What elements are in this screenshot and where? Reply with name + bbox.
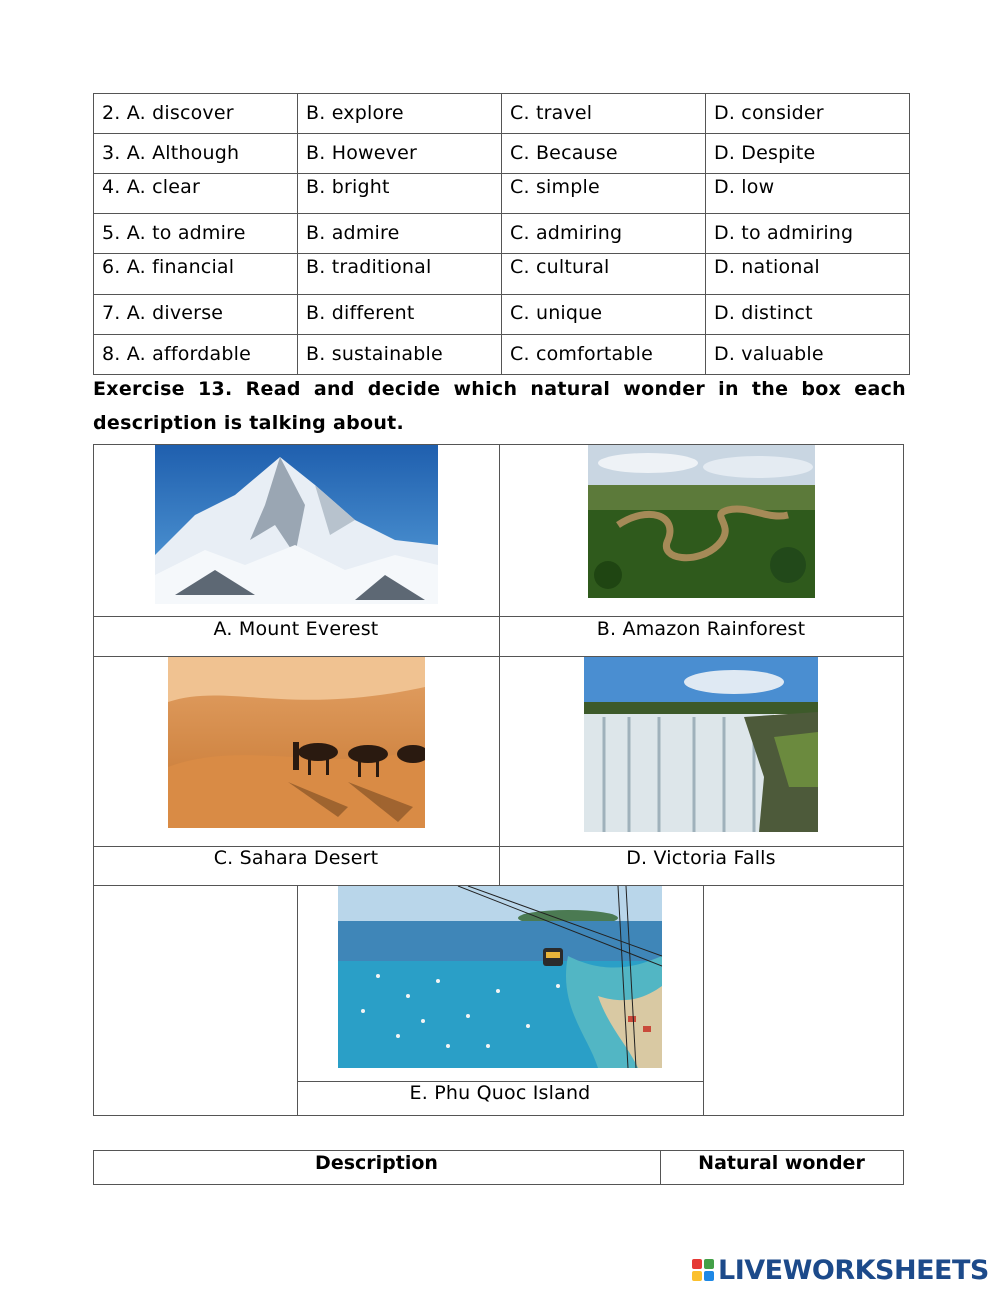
option-cell: C. unique xyxy=(510,302,603,324)
option-cell: C. admiring xyxy=(510,222,623,244)
logo-block xyxy=(692,1271,702,1281)
option-cell: B. different xyxy=(306,302,415,324)
option-cell: C. Because xyxy=(510,142,618,164)
caption-amazon-rainforest: B. Amazon Rainforest xyxy=(596,618,806,640)
caption-victoria-falls: D. Victoria Falls xyxy=(626,847,776,869)
option-cell: D. distinct xyxy=(714,302,813,324)
logo-blocks-icon xyxy=(692,1259,714,1281)
header-natural-wonder: Natural wonder xyxy=(698,1152,865,1174)
desert-photo xyxy=(168,657,425,828)
header-description: Description xyxy=(315,1152,438,1174)
island-photo xyxy=(338,886,662,1068)
logo-block xyxy=(704,1271,714,1281)
option-cell: C. comfortable xyxy=(510,343,653,365)
logo-text: LIVEWORKSHEETS xyxy=(718,1254,989,1286)
caption-mount-everest: A. Mount Everest xyxy=(213,618,379,640)
option-cell: B. explore xyxy=(306,102,404,124)
option-cell: D. valuable xyxy=(714,343,824,365)
option-cell: B. admire xyxy=(306,222,400,244)
option-cell: B. However xyxy=(306,142,417,164)
option-cell: B. bright xyxy=(306,176,390,198)
option-cell: 7. A. diverse xyxy=(102,302,224,324)
option-cell: B. sustainable xyxy=(306,343,443,365)
mountain-photo xyxy=(155,445,438,604)
exercise-title: Exercise 13. Read and decide which natural wonder in the box each description is talking about. xyxy=(93,378,906,434)
option-cell: 4. A. clear xyxy=(102,176,200,198)
option-cell: C. simple xyxy=(510,176,600,198)
option-cell: 6. A. financial xyxy=(102,256,235,278)
option-cell: C. cultural xyxy=(510,256,610,278)
option-cell: 5. A. to admire xyxy=(102,222,246,244)
option-cell: 3. A. Although xyxy=(102,142,240,164)
option-cell: B. traditional xyxy=(306,256,432,278)
option-cell: C. travel xyxy=(510,102,593,124)
logo-block xyxy=(704,1259,714,1269)
option-cell: 8. A. affordable xyxy=(102,343,251,365)
option-cell: D. Despite xyxy=(714,142,816,164)
option-cell: D. consider xyxy=(714,102,824,124)
liveworksheets-logo xyxy=(692,1254,989,1286)
option-cell: D. national xyxy=(714,256,820,278)
rainforest-photo xyxy=(588,445,815,598)
option-cell: D. low xyxy=(714,176,775,198)
option-cell: D. to admiring xyxy=(714,222,854,244)
logo-block xyxy=(692,1259,702,1269)
option-cell: 2. A. discover xyxy=(102,102,234,124)
caption-sahara-desert: C. Sahara Desert xyxy=(213,847,379,869)
waterfall-photo xyxy=(584,657,818,832)
caption-phu-quoc-island: E. Phu Quoc Island xyxy=(409,1082,591,1104)
